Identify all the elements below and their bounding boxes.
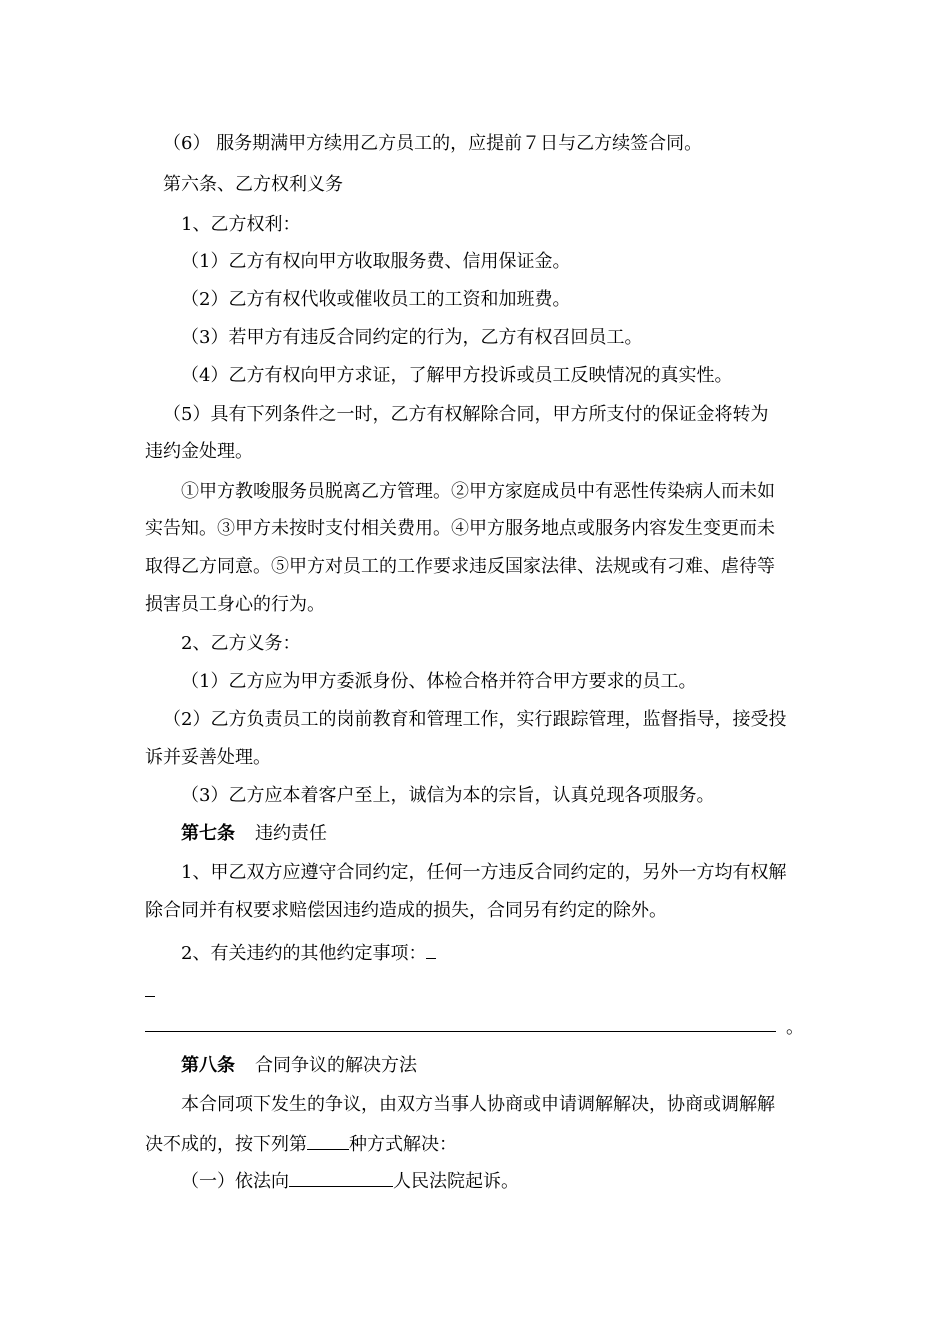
dispute-method-suffix: 种方式解决： <box>349 1134 457 1155</box>
blank-line-start <box>145 978 155 1004</box>
rights-item-4: （4）乙方有权向甲方求证，了解甲方投诉或员工反映情况的真实性。 <box>181 365 733 386</box>
breach-other-terms-line[interactable] <box>145 1031 776 1032</box>
conditions-line-4: 损害员工身心的行为。 <box>145 594 325 615</box>
dispute-line-1: 本合同项下发生的争议，由双方当事人协商或申请调解解决，协商或调解解 <box>181 1094 775 1115</box>
rights-item-3: （3）若甲方有违反合同约定的行为，乙方有权召回员工。 <box>181 327 643 348</box>
blank-line-end-mark: 。 <box>786 1017 804 1038</box>
clause-5-item-6: （6） 服务期满甲方续用乙方员工的，应提前７日与乙方续签合同。 <box>163 133 703 154</box>
article-8-heading <box>181 1054 417 1078</box>
party-b-rights-heading: 1、乙方权利： <box>181 214 301 235</box>
article-8-number: 第八条 <box>181 1055 235 1076</box>
dispute-method-number-field[interactable] <box>307 1131 349 1150</box>
dispute-option-1 <box>181 1168 519 1194</box>
rights-item-1: （1）乙方有权向甲方收取服务费、信用保证金。 <box>181 251 571 272</box>
dispute-option-1-suffix: 人民法院起诉。 <box>393 1171 519 1192</box>
court-name-field[interactable] <box>289 1168 393 1187</box>
rights-item-5-line-1: （5）具有下列条件之一时，乙方有权解除合同，甲方所支付的保证金将转为 <box>163 404 769 425</box>
article-7-number: 第七条 <box>181 823 235 844</box>
dispute-line-2 <box>145 1131 457 1157</box>
dispute-method-prefix: 决不成的，按下列第 <box>145 1134 307 1155</box>
article-7-title: 违约责任 <box>255 823 327 844</box>
breach-item-2 <box>181 940 436 966</box>
breach-item-2-label: 2、有关违约的其他约定事项： <box>181 943 427 964</box>
duties-item-3: （3）乙方应本着客户至上，诚信为本的宗旨，认真兑现各项服务。 <box>181 785 715 806</box>
rights-item-5-line-2: 违约金处理。 <box>145 441 253 462</box>
conditions-line-1: ①甲方教唆服务员脱离乙方管理。②甲方家庭成员中有恶性传染病人而未如 <box>181 481 775 502</box>
breach-item-1-line-2: 除合同并有权要求赔偿因违约造成的损失，合同另有约定的除外。 <box>145 900 667 921</box>
party-b-duties-heading: 2、乙方义务： <box>181 633 301 654</box>
conditions-line-3: 取得乙方同意。⑤甲方对员工的工作要求违反国家法律、法规或有刁难、虐待等 <box>145 556 775 577</box>
article-8-title: 合同争议的解决方法 <box>255 1055 417 1076</box>
breach-other-terms-field[interactable] <box>426 940 436 959</box>
breach-other-terms-field-continued[interactable] <box>145 978 155 997</box>
dispute-option-1-prefix: （一）依法向 <box>181 1171 289 1192</box>
duties-item-1: （1）乙方应为甲方委派身份、体检合格并符合甲方要求的员工。 <box>181 671 697 692</box>
duties-item-2-line-2: 诉并妥善处理。 <box>145 747 271 768</box>
breach-item-1-line-1: 1、甲乙双方应遵守合同约定，任何一方违反合同约定的，另外一方均有权解 <box>181 862 787 883</box>
rights-item-2: （2）乙方有权代收或催收员工的工资和加班费。 <box>181 289 571 310</box>
article-6-heading: 第六条、乙方权利义务 <box>163 174 343 195</box>
duties-item-2-line-1: （2）乙方负责员工的岗前教育和管理工作，实行跟踪管理，监督指导，接受投 <box>163 709 787 730</box>
article-7-heading <box>181 822 327 846</box>
conditions-line-2: 实告知。③甲方未按时支付相关费用。④甲方服务地点或服务内容发生变更而未 <box>145 518 775 539</box>
